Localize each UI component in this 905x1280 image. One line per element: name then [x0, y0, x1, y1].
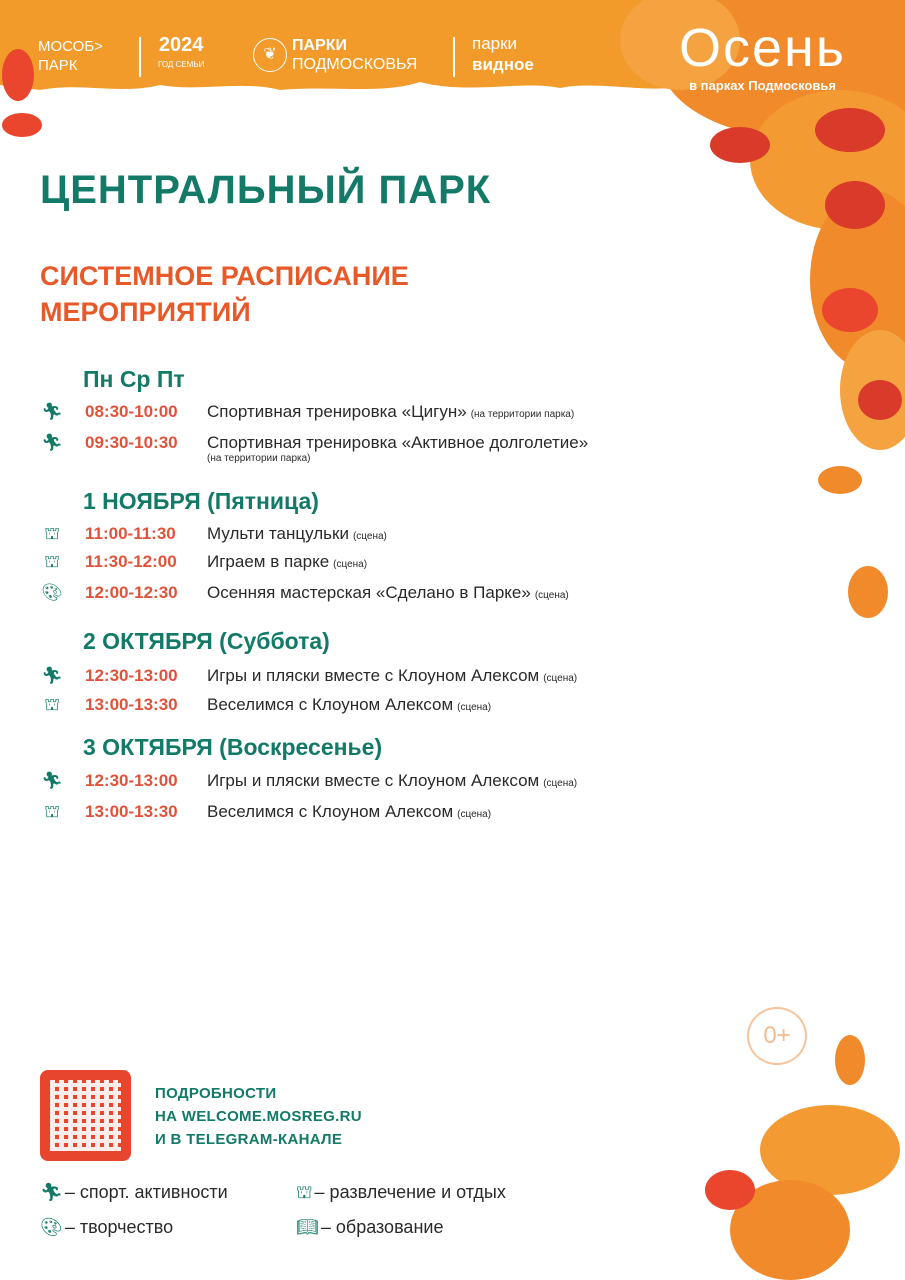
legend-label: – развлечение и отдых — [314, 1182, 506, 1202]
info-text: И В TELEGRAM-КАНАЛЕ — [155, 1131, 343, 1148]
logo-text: Осень — [679, 18, 846, 78]
event-title-wrap — [207, 583, 569, 603]
event-time: 09:30-10:30 — [85, 433, 178, 452]
info-text: ПОДРОБНОСТИ — [155, 1085, 277, 1102]
logo-text: парки — [472, 34, 518, 53]
event-title: Игры и пляски вместе с Клоуном Алексом — [207, 666, 540, 685]
logo-text: видное — [472, 55, 534, 74]
running-icon: 🏃︎ — [41, 771, 63, 790]
qr-pattern — [50, 1080, 121, 1151]
autumn-leaves-decoration — [560, 0, 905, 700]
event-title-wrap — [207, 433, 588, 453]
book-icon: 📖︎ — [296, 1217, 319, 1237]
palette-icon: 🎨︎ — [41, 583, 63, 602]
event-location: (на территории парка) — [470, 409, 575, 420]
logo-text: в парках Подмосковья — [689, 78, 836, 93]
legend-entertainment — [296, 1182, 506, 1206]
carousel-icon: ⛫ — [44, 552, 60, 571]
day-heading: 2 ОКТЯБРЯ (Суббота) — [83, 628, 330, 654]
logo-text: 2024 — [158, 34, 204, 56]
divider — [453, 37, 455, 77]
event-time: 13:00-13:30 — [85, 802, 178, 821]
logo-text: ПАРК — [38, 57, 78, 74]
event-time: 12:00-12:30 — [85, 583, 178, 602]
event-location: (сцена) — [543, 673, 578, 684]
event-time: 11:30-12:00 — [85, 552, 177, 571]
event-time: 13:00-13:30 — [85, 695, 178, 714]
day-heading: Пн Ср Пт — [83, 366, 185, 392]
event-time: 11:00-11:30 — [85, 524, 176, 543]
page-subtitle — [40, 258, 409, 330]
logo-text: ПОДМОСКОВЬЯ — [292, 56, 418, 73]
legend-creativity — [40, 1217, 173, 1238]
event-title: Мульти танцульки — [207, 524, 349, 543]
event-title-wrap — [207, 402, 574, 422]
event-location: (сцена) — [352, 531, 387, 542]
carousel-icon: ⛫ — [44, 695, 60, 714]
year-of-family-logo — [158, 36, 204, 74]
subtitle-line: МЕРОПРИЯТИЙ — [40, 297, 251, 327]
page-title: ЦЕНТРАЛЬНЫЙ ПАРК — [40, 168, 492, 212]
legend-label: – творчество — [64, 1217, 174, 1237]
event-location: (сцена) — [534, 590, 569, 601]
event-title: Спортивная тренировка «Цигун» — [207, 402, 467, 421]
event-title-wrap — [207, 552, 367, 572]
event-location: (на территории парка) — [207, 453, 311, 464]
event-title: Веселимся с Клоуном Алексом — [207, 695, 454, 714]
event-location: (сцена) — [457, 809, 492, 820]
carousel-icon: ⛫ — [296, 1182, 313, 1202]
palette-icon: 🎨︎ — [40, 1217, 63, 1237]
event-title: Спортивная тренировка «Активное долголетие» — [207, 433, 589, 452]
legend-sport — [40, 1182, 228, 1203]
wheat-icon: ❦ — [253, 38, 287, 72]
running-icon: 🏃︎ — [40, 1182, 63, 1202]
logo-text: МОСОБ> — [38, 38, 103, 55]
event-title: Игры и пляски вместе с Клоуном Алексом — [207, 771, 540, 790]
event-location: (сцена) — [333, 559, 368, 570]
event-time: 12:30-13:00 — [85, 666, 178, 685]
legend-label: – образование — [320, 1217, 444, 1237]
running-icon: 🏃︎ — [41, 433, 63, 452]
event-title-wrap — [207, 524, 387, 544]
bottom-leaves-decoration — [700, 1020, 905, 1280]
age-rating-badge: 0+ — [747, 1007, 807, 1065]
day-heading: 1 НОЯБРЯ (Пятница) — [83, 488, 319, 514]
parks-vidnoe-logo — [472, 33, 534, 75]
legend-education — [296, 1217, 443, 1238]
autumn-festival-logo — [640, 18, 885, 93]
event-title: Осенняя мастерская «Сделано в Парке» — [207, 583, 531, 602]
subtitle-line: СИСТЕМНОЕ РАСПИСАНИЕ — [40, 261, 409, 291]
running-icon: 🏃︎ — [41, 402, 63, 421]
event-title-wrap — [207, 666, 577, 686]
running-icon: 🏃︎ — [41, 666, 63, 685]
event-title: Играем в парке — [207, 552, 330, 571]
logo-text: ПАРКИ — [292, 37, 347, 54]
day-heading: 3 ОКТЯБРЯ (Воскресенье) — [83, 734, 383, 760]
event-title-wrap — [207, 695, 491, 715]
parks-podmoskovya-logo — [292, 36, 417, 74]
logo-text: ГОД СЕМЬИ — [158, 60, 205, 69]
info-link[interactable]: НА WELCOME.MOSREG.RU — [155, 1108, 362, 1125]
legend-label: – спорт. активности — [64, 1182, 228, 1202]
event-title-wrap — [207, 802, 491, 822]
divider — [139, 37, 141, 77]
carousel-icon: ⛫ — [44, 802, 60, 821]
event-title: Веселимся с Клоуном Алексом — [207, 802, 454, 821]
event-location: (сцена) — [543, 778, 578, 789]
mosobl-park-logo — [38, 37, 103, 75]
carousel-icon: ⛫ — [44, 524, 60, 543]
event-title-wrap — [207, 771, 577, 791]
event-location: (сцена) — [457, 702, 492, 713]
event-time: 08:30-10:00 — [85, 402, 178, 421]
event-time: 12:30-13:00 — [85, 771, 178, 790]
qr-code[interactable] — [40, 1070, 131, 1161]
